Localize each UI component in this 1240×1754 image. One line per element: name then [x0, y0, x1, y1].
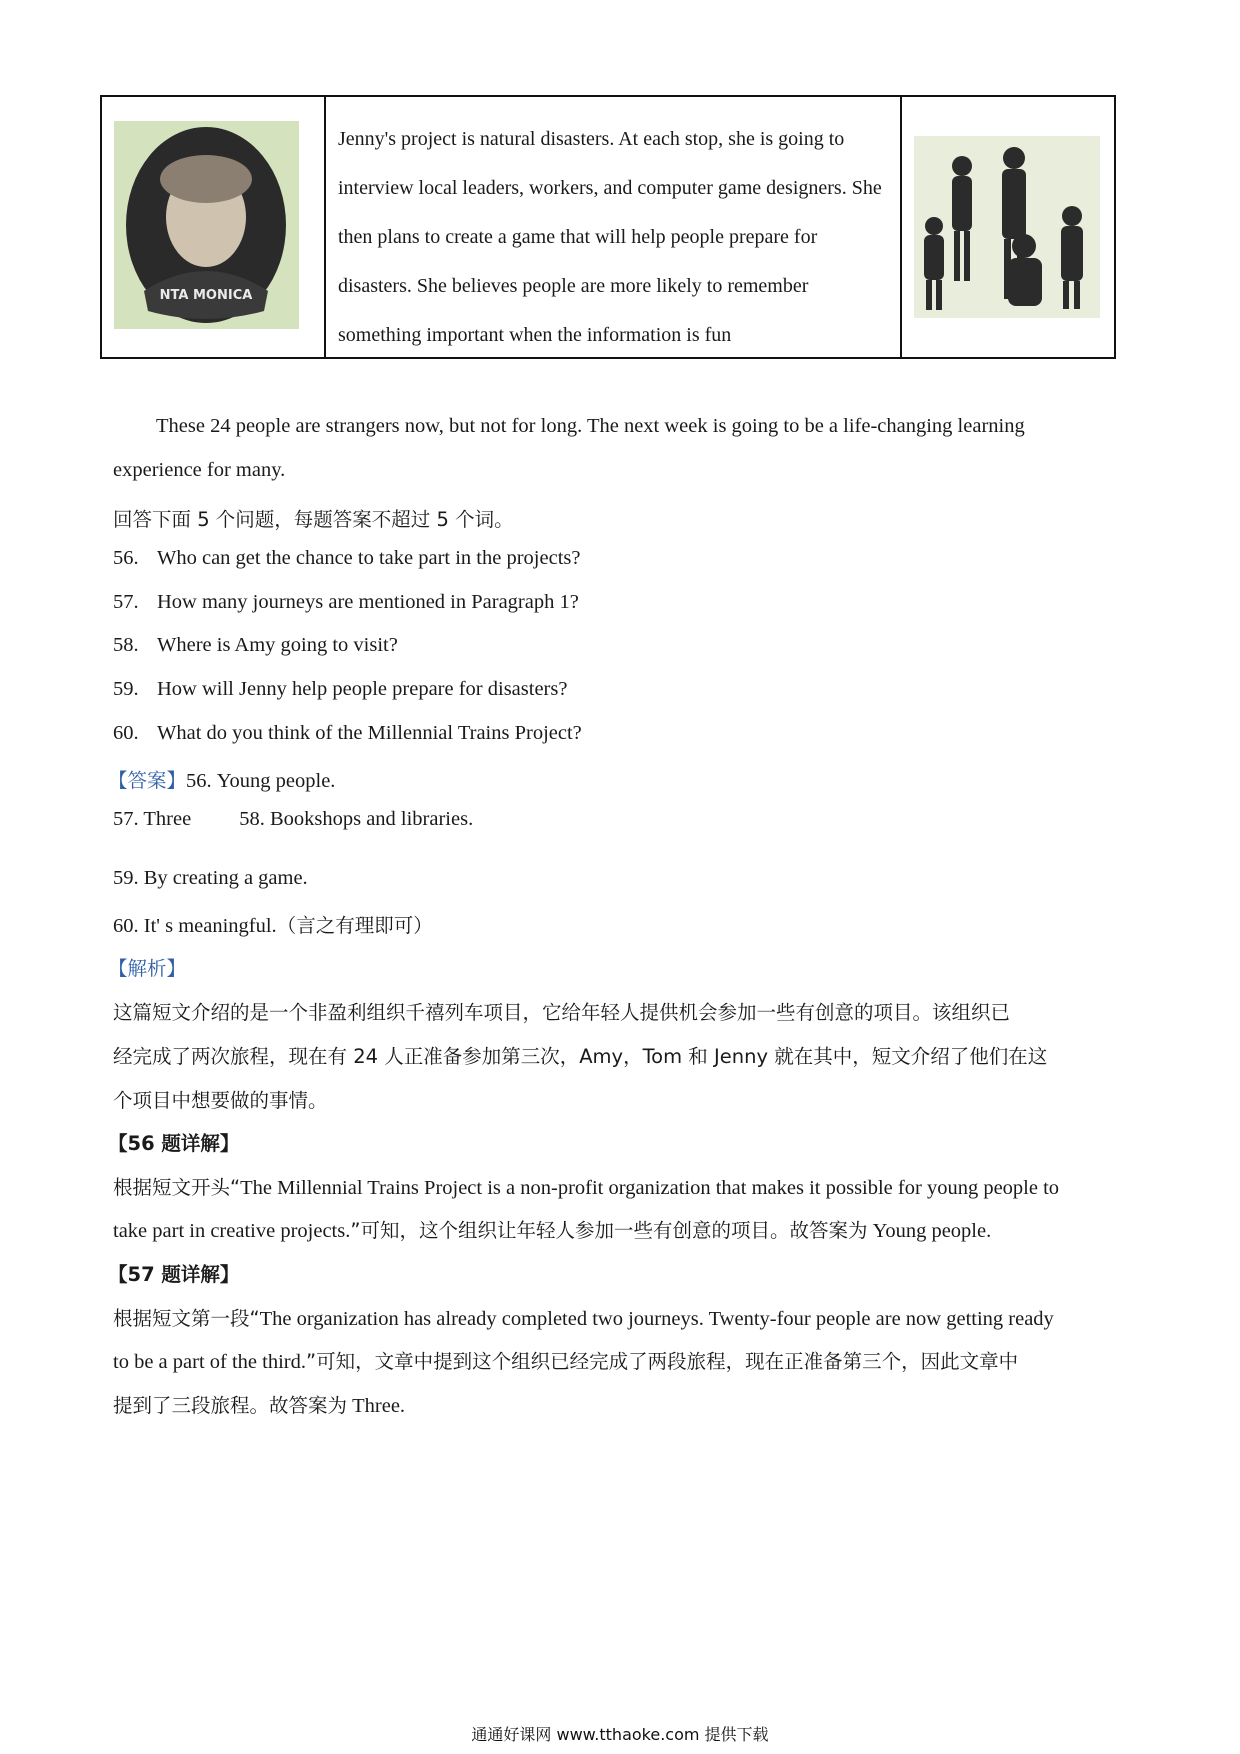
detail-57-quote: The organization has already completed two journeys. Twenty-four people are now getting ready: [259, 1308, 1054, 1330]
people-illustration: [914, 136, 1100, 318]
question-text: Where is Amy going to visit?: [157, 634, 398, 656]
group-illustration: [914, 136, 1100, 318]
detail-56-line-2: [113, 1215, 991, 1243]
passage-line-1: These 24 people are strangers now, but not for long. The next week is going to be a life-changing learning: [156, 415, 1025, 437]
question-number: 58.: [113, 634, 139, 656]
passage-line-2: experience for many.: [113, 459, 286, 481]
question-number: 59.: [113, 678, 139, 700]
question-number: 57.: [113, 591, 139, 613]
question-number: 60.: [113, 722, 139, 744]
answer-60: [113, 910, 433, 938]
instruction: 回答下面 5 个问题，每题答案不超过 5 个词。: [113, 508, 514, 531]
answer-56: 56. Young people.: [186, 770, 336, 792]
question-text: How many journeys are mentioned in Paragraph 1?: [157, 591, 579, 613]
question-56: [113, 547, 580, 570]
analysis-tag: 【解析】: [108, 957, 187, 980]
detail-57-explanation: ”可知，文章中提到这个组织已经完成了两段旅程，现在正准备第三个，因此文章中: [305, 1350, 1019, 1373]
svg-text:NTA MONICA: NTA MONICA: [159, 288, 253, 303]
detail-56-quote-end: take part in creative projects.: [113, 1220, 351, 1242]
profile-table: [100, 95, 1116, 359]
question-text: What do you think of the Millennial Trains Project?: [157, 722, 582, 744]
detail-57-lead: 根据短文第一段“: [113, 1307, 260, 1330]
detail-56-explanation: ”可知，这个组织让年轻人参加一些有创意的项目。故答案为: [350, 1219, 868, 1242]
detail-57-heading: 【57 题详解】: [108, 1263, 240, 1286]
question-60: [113, 722, 582, 745]
detail-56-line-1: [113, 1172, 1059, 1200]
analysis-line-1: 这篇短文介绍的是一个非盈利组织千禧列车项目，它给年轻人提供机会参加一些有创意的项目。该组织已: [113, 1001, 1011, 1024]
detail-56-answer: Young people.: [867, 1220, 992, 1242]
analysis-line-3: 个项目中想要做的事情。: [113, 1089, 328, 1112]
profile-text-cell: [326, 97, 902, 357]
detail-57-quote-end: to be a part of the third.: [113, 1351, 306, 1373]
detail-57-conclusion: 提到了三段旅程。故答案为: [113, 1394, 348, 1417]
answer-58: 58. Bookshops and libraries.: [239, 808, 474, 830]
jenny-project-text: Jenny's project is natural disasters. At each stop, she is going to interview local leaders, workers, and computer game designers. She then plans to create a game that will help people prepare for disasters. She believes people are more likely to remember something important when the information is fun: [338, 128, 882, 346]
photo-cell: [102, 97, 326, 357]
detail-57-line-2: [113, 1346, 1018, 1374]
analysis-line-2: 经完成了两次旅程，现在有 24 人正准备参加第三次，Amy，Tom 和 Jenny 就在其中，短文介绍了他们在这: [113, 1045, 1048, 1068]
question-text: Who can get the chance to take part in the projects?: [157, 547, 581, 569]
answer-line: [108, 765, 335, 793]
answer-59: 59. By creating a game.: [113, 867, 308, 889]
answer-57: 57. Three: [113, 808, 192, 830]
question-59: [113, 678, 567, 701]
detail-56-quote: The Millennial Trains Project is a non-profit organization that makes it possible for young people to: [240, 1177, 1060, 1199]
detail-57-line-3: [113, 1390, 405, 1418]
question-57: [113, 591, 579, 614]
detail-57-line-1: [113, 1303, 1054, 1331]
answer-57-58: [113, 808, 473, 831]
question-text: How will Jenny help people prepare for disasters?: [157, 678, 568, 700]
detail-57-answer: Three.: [347, 1395, 406, 1417]
detail-56-lead: 根据短文开头“: [113, 1176, 241, 1199]
question-58: [113, 634, 398, 657]
illustration-cell: [902, 97, 1114, 357]
answer-tag: 【答案】: [108, 769, 187, 792]
answer-60-text: 60. It' s meaningful.: [113, 915, 277, 937]
question-number: 56.: [113, 547, 139, 569]
footer-source: 通通好课网 www.tthaoke.com 提供下载: [471, 1725, 769, 1744]
portrait-photo: [114, 121, 299, 329]
portrait-image: [114, 121, 299, 329]
answer-60-note: （言之有理即可）: [276, 914, 433, 937]
detail-56-heading: 【56 题详解】: [108, 1132, 240, 1155]
